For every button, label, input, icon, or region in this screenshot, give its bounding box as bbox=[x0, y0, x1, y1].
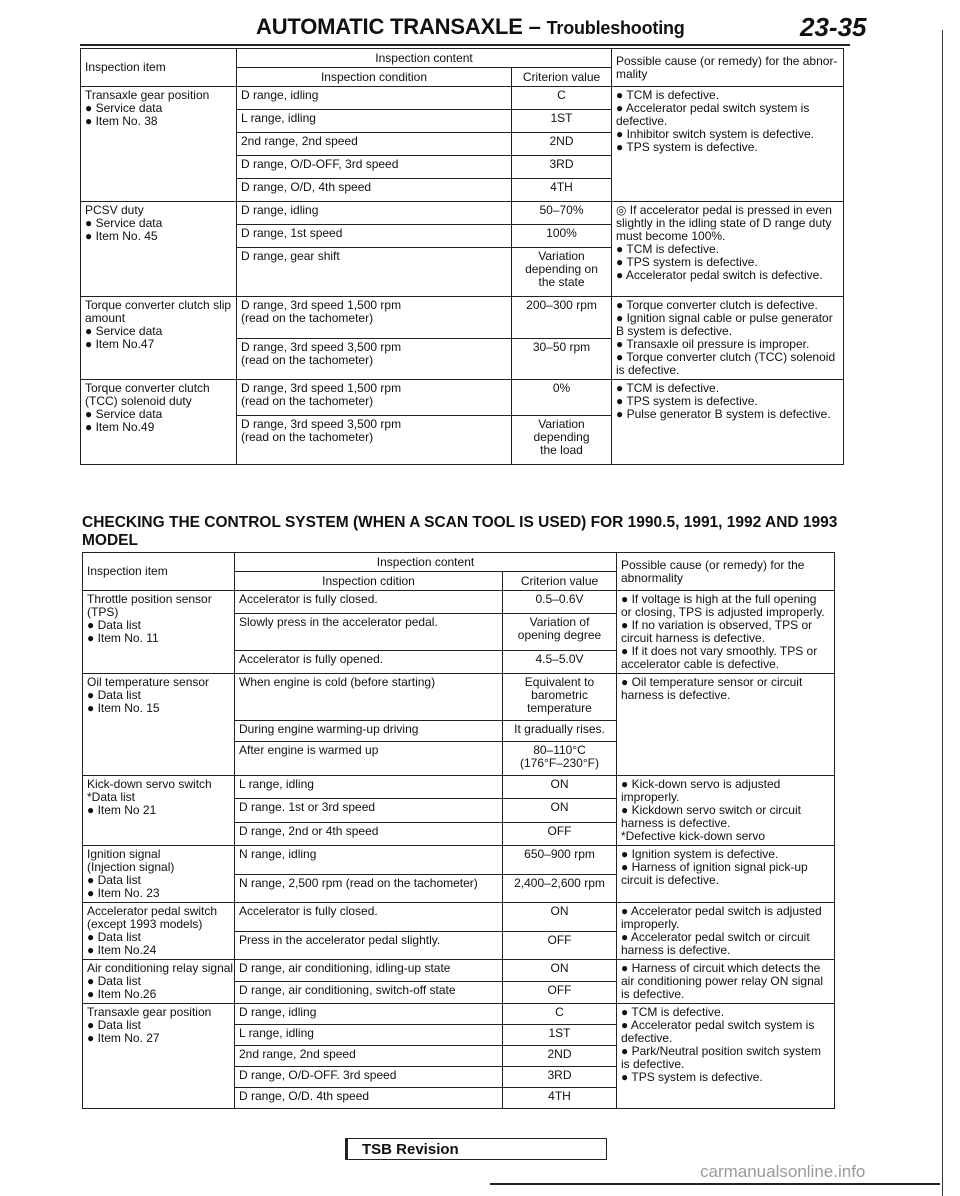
cell-line: ● If it does not vary smoothly. TPS or accelerator cable is defective. bbox=[621, 644, 818, 671]
criterion-value-cell bbox=[503, 674, 617, 721]
inspection-item-cell bbox=[81, 87, 237, 202]
table-row bbox=[83, 846, 835, 875]
cell-line: Variation of bbox=[529, 614, 590, 629]
criterion-value-cell bbox=[503, 982, 617, 1004]
cell-line: 0.5–0.6V bbox=[535, 592, 584, 606]
inspection-condition-cell bbox=[235, 1088, 503, 1109]
criterion-value-cell bbox=[512, 248, 612, 297]
col-possible-cause: Possible cause (or remedy) for the abnor-mality bbox=[612, 49, 844, 87]
cell-line: C bbox=[555, 1005, 564, 1019]
criterion-value-cell bbox=[512, 110, 612, 133]
cell-line: 0% bbox=[552, 381, 571, 395]
cell-line: barometric bbox=[531, 688, 588, 702]
cell-line: D range, 3rd speed 3,500 rpm bbox=[241, 339, 402, 354]
cell-line: ● Data list bbox=[87, 1018, 141, 1032]
cell-line: the state bbox=[538, 275, 585, 289]
cell-line: ● TCM is defective. bbox=[616, 381, 720, 395]
cell-line: amount bbox=[85, 311, 126, 325]
cell-line: Slowly press in the accelerator pedal. bbox=[239, 614, 438, 629]
cell-line: ● Torque converter clutch is defective. bbox=[616, 298, 818, 312]
cell-line: ● Oil temperature sensor or circuit harness is defective. bbox=[621, 675, 803, 702]
possible-cause-cell bbox=[617, 1004, 835, 1109]
cell-line: D range, 2nd or 4th speed bbox=[239, 823, 379, 838]
cell-line: ● Service data bbox=[85, 216, 163, 230]
cell-line: ● Ignition signal cable or pulse generator B system is defective. bbox=[616, 311, 833, 338]
cell-line: Transaxle gear position bbox=[85, 88, 210, 102]
cell-line: ● TCM is defective. bbox=[621, 1005, 725, 1019]
cell-line: ● Service data bbox=[85, 324, 163, 338]
inspection-condition-cell bbox=[237, 202, 512, 225]
criterion-value-cell bbox=[503, 931, 617, 960]
inspection-item-cell bbox=[83, 776, 235, 846]
cell-line: L range, idling bbox=[239, 777, 314, 791]
inspection-condition-cell bbox=[237, 110, 512, 133]
possible-cause-cell bbox=[612, 380, 844, 465]
cell-line: (Injection signal) bbox=[87, 860, 175, 874]
cell-line: ● Item No. 15 bbox=[87, 701, 160, 715]
cell-line: temperature bbox=[527, 701, 592, 715]
cell-line: 3RD bbox=[547, 1068, 572, 1082]
criterion-value-cell bbox=[512, 156, 612, 179]
cell-line: ● Item No. 38 bbox=[85, 114, 158, 128]
table-row bbox=[81, 87, 844, 110]
criterion-value-cell bbox=[503, 960, 617, 982]
cell-line: (except 1993 models) bbox=[87, 917, 203, 931]
cell-line: ● Accelerator pedal switch is defective. bbox=[616, 268, 823, 282]
cell-line: It gradually rises. bbox=[514, 722, 605, 736]
cell-line: (read on the tachometer) bbox=[241, 430, 374, 444]
cell-line: ◎ If accelerator pedal is pressed in even slightly in the idling state of D range duty must become 100%. bbox=[616, 203, 832, 243]
cell-line: Accelerator is fully opened. bbox=[239, 652, 384, 667]
cell-line: ● Accelerator pedal switch system is defective. bbox=[616, 101, 810, 128]
inspection-item-cell bbox=[81, 202, 237, 297]
cell-line: (TPS) bbox=[87, 605, 119, 619]
possible-cause-cell bbox=[617, 846, 835, 903]
table2-body bbox=[83, 591, 835, 1109]
cell-line: 80–110°C bbox=[533, 743, 586, 757]
cell-line: 1ST bbox=[548, 1026, 571, 1040]
cell-line: 650–900 rpm bbox=[524, 847, 595, 861]
cell-line: ● TCM is defective. bbox=[616, 88, 720, 102]
inspection-condition-cell bbox=[235, 1025, 503, 1046]
cell-line: 2ND bbox=[549, 134, 574, 148]
cell-line: ● TPS system is defective. bbox=[616, 394, 758, 408]
cell-line: When engine is cold (before starting) bbox=[239, 675, 436, 689]
inspection-condition-cell bbox=[237, 225, 512, 248]
inspection-condition-cell bbox=[235, 846, 503, 875]
inspection-condition-cell bbox=[237, 248, 512, 297]
cell-line: During engine warming-up driving bbox=[239, 722, 419, 736]
col-inspection-condition: Inspection cdition bbox=[235, 572, 503, 591]
cell-line: *Defective kick-down servo bbox=[621, 829, 766, 843]
cell-line: 200–300 rpm bbox=[526, 298, 597, 312]
cell-line: C bbox=[557, 88, 566, 102]
cell-line: OFF bbox=[547, 823, 572, 838]
cell-line: 50–70% bbox=[539, 203, 584, 217]
criterion-value-cell bbox=[503, 903, 617, 932]
table1-body bbox=[81, 87, 844, 465]
inspection-condition-cell bbox=[237, 179, 512, 202]
cell-line: L range, idling bbox=[239, 1026, 314, 1040]
cell-line: ● Data list bbox=[87, 930, 141, 944]
table-row bbox=[83, 1004, 835, 1025]
col-inspection-item: Inspection item bbox=[83, 553, 235, 591]
cell-line: 30–50 rpm bbox=[532, 339, 591, 354]
cell-line: ● Accelerator pedal switch system is defective. bbox=[621, 1018, 815, 1045]
possible-cause-cell bbox=[617, 591, 835, 674]
cell-line: Torque converter clutch slip bbox=[85, 298, 232, 312]
cell-line: ● Pulse generator B system is defective. bbox=[616, 407, 831, 421]
inspection-condition-cell bbox=[235, 903, 503, 932]
cell-line: D range, O/D, 4th speed bbox=[241, 180, 372, 194]
cell-line: PCSV duty bbox=[85, 203, 144, 217]
criterion-value-cell bbox=[503, 651, 617, 674]
cell-line: After engine is warmed up bbox=[239, 743, 379, 757]
cell-line: Equivalent to bbox=[524, 675, 595, 689]
criterion-value-cell bbox=[503, 742, 617, 776]
cell-line: Throttle position sensor bbox=[87, 592, 212, 606]
table-row bbox=[83, 776, 835, 799]
inspection-condition-cell bbox=[235, 874, 503, 903]
cell-line: 4TH bbox=[548, 1089, 571, 1103]
cell-line: 2,400–2,600 rpm bbox=[514, 875, 605, 890]
cell-line: *Data list bbox=[87, 790, 136, 804]
cell-line: D range, O/D-OFF, 3rd speed bbox=[241, 157, 399, 171]
criterion-value-cell bbox=[503, 591, 617, 614]
cell-line: 2nd range, 2nd speed bbox=[241, 134, 358, 148]
inspection-condition-cell bbox=[235, 1004, 503, 1025]
table-row bbox=[83, 903, 835, 932]
cell-line: (read on the tachometer) bbox=[241, 394, 374, 408]
col-inspection-item: Inspection item bbox=[81, 49, 237, 87]
inspection-item-cell bbox=[83, 674, 235, 776]
cell-line: ● TCM is defective. bbox=[616, 242, 720, 256]
criterion-value-cell bbox=[503, 799, 617, 822]
page-title: AUTOMATIC TRANSAXLE – Troubleshooting bbox=[256, 14, 685, 39]
cell-line: ● Item No 21 bbox=[87, 803, 157, 817]
inspection-condition-cell bbox=[235, 651, 503, 674]
cell-line: ● Data list bbox=[87, 618, 141, 632]
cell-line: Ignition signal bbox=[87, 847, 161, 861]
col-inspection-content: Inspection content bbox=[237, 49, 612, 68]
inspection-condition-cell bbox=[235, 982, 503, 1004]
cell-line: ● Ignition system is defective. bbox=[621, 847, 779, 861]
tsb-revision-box: TSB Revision bbox=[345, 1138, 607, 1160]
cell-line: ● Accelerator pedal switch or circuit harness is defective. bbox=[621, 930, 810, 957]
inspection-condition-cell bbox=[235, 591, 503, 614]
inspection-condition-cell bbox=[235, 799, 503, 822]
inspection-condition-cell bbox=[235, 822, 503, 845]
cell-line: Variation bbox=[538, 417, 585, 431]
possible-cause-cell bbox=[617, 776, 835, 846]
cell-line: Torque converter clutch bbox=[85, 381, 210, 395]
cell-line: ON bbox=[550, 800, 569, 815]
possible-cause-cell bbox=[617, 960, 835, 1004]
criterion-value-cell bbox=[512, 338, 612, 380]
cell-line: D range, 3rd speed 1,500 rpm bbox=[241, 298, 402, 312]
inspection-item-cell bbox=[83, 1004, 235, 1109]
inspection-condition-cell bbox=[235, 1046, 503, 1067]
cell-line: D range, O/D-OFF. 3rd speed bbox=[239, 1068, 397, 1082]
criterion-value-cell bbox=[512, 225, 612, 248]
cell-line: D range, air conditioning, idling-up state bbox=[239, 961, 451, 975]
cell-line: Variation bbox=[538, 249, 585, 263]
inspection-condition-cell bbox=[237, 380, 512, 416]
cell-line: ● Item No.24 bbox=[87, 943, 157, 957]
col-criterion-value: Criterion value bbox=[503, 572, 617, 591]
cell-line: ● Harness of ignition signal pick-up circuit is defective. bbox=[621, 860, 808, 887]
cell-line: ● Item No. 11 bbox=[87, 631, 159, 645]
table-row bbox=[81, 297, 844, 339]
cell-line: ● Item No. 27 bbox=[87, 1031, 160, 1045]
cell-line: (176°F–230°F) bbox=[520, 756, 599, 770]
col-inspection-condition: Inspection condition bbox=[237, 68, 512, 87]
cell-line: D range, 3rd speed 3,500 rpm bbox=[241, 417, 402, 431]
cell-line: 3RD bbox=[549, 157, 574, 171]
cell-line: ● Service data bbox=[85, 101, 163, 115]
cell-line: Oil temperature sensor bbox=[87, 675, 210, 689]
inspection-item-cell bbox=[83, 903, 235, 960]
criterion-value-cell bbox=[503, 1004, 617, 1025]
criterion-value-cell bbox=[503, 1025, 617, 1046]
cell-line: OFF bbox=[547, 932, 572, 947]
cell-line: ● Kickdown servo switch or circuit harness is defective. bbox=[621, 803, 801, 830]
inspection-condition-cell bbox=[235, 742, 503, 776]
inspection-condition-cell bbox=[237, 297, 512, 339]
cell-line: D range, gear shift bbox=[241, 249, 340, 263]
inspection-condition-cell bbox=[237, 338, 512, 380]
cell-line: D range, idling bbox=[239, 1005, 317, 1019]
cell-line: ● Inhibitor switch system is defective. bbox=[616, 127, 814, 141]
criterion-value-cell bbox=[512, 202, 612, 225]
criterion-value-cell bbox=[512, 297, 612, 339]
cell-line: the load bbox=[540, 443, 583, 457]
inspection-condition-cell bbox=[237, 87, 512, 110]
control-system-check-table bbox=[82, 552, 835, 1109]
criterion-value-cell bbox=[503, 822, 617, 845]
cell-line: ● Item No.47 bbox=[85, 337, 155, 351]
cell-line: D range. 1st or 3rd speed bbox=[239, 800, 376, 815]
inspection-condition-cell bbox=[237, 133, 512, 156]
inspection-condition-cell bbox=[235, 613, 503, 650]
criterion-value-cell bbox=[503, 874, 617, 903]
inspection-item-cell bbox=[83, 960, 235, 1004]
cell-line: 1ST bbox=[550, 111, 573, 125]
cell-line: opening degree bbox=[517, 627, 602, 642]
cell-line: D range, idling bbox=[241, 88, 319, 102]
cell-line: Transaxle gear position bbox=[87, 1005, 212, 1019]
cell-line: ● TPS system is defective. bbox=[621, 1070, 763, 1084]
cell-line: ● Item No.26 bbox=[87, 987, 157, 1001]
col-criterion-value: Criterion value bbox=[512, 68, 612, 87]
cell-line: 4.5–5.0V bbox=[535, 652, 584, 667]
table-row bbox=[83, 960, 835, 982]
cell-line: (read on the tachometer) bbox=[241, 352, 374, 367]
cell-line: Press in the accelerator pedal slightly. bbox=[239, 932, 441, 947]
criterion-value-cell bbox=[503, 846, 617, 875]
footer-rule bbox=[490, 1183, 940, 1185]
cell-line: depending on bbox=[525, 262, 598, 276]
page-number: 23-35 bbox=[800, 12, 867, 42]
inspection-condition-cell bbox=[237, 156, 512, 179]
cell-line: OFF bbox=[547, 983, 572, 997]
cell-line: D range, 1st speed bbox=[241, 226, 343, 240]
cell-line: 2ND bbox=[547, 1047, 572, 1061]
table-row bbox=[81, 202, 844, 225]
criterion-value-cell bbox=[503, 1088, 617, 1109]
inspection-item-cell bbox=[81, 380, 237, 465]
cell-line: ON bbox=[550, 961, 569, 975]
inspection-condition-cell bbox=[235, 721, 503, 742]
transaxle-troubleshooting-table bbox=[80, 48, 844, 465]
inspection-condition-cell bbox=[235, 776, 503, 799]
cell-line: ● Item No. 23 bbox=[87, 886, 160, 900]
inspection-condition-cell bbox=[235, 960, 503, 982]
cell-line: ● Item No. 45 bbox=[85, 229, 158, 243]
criterion-value-cell bbox=[512, 87, 612, 110]
criterion-value-cell bbox=[512, 133, 612, 156]
cell-line: ● Park/Neutral position switch system is defective. bbox=[621, 1044, 821, 1071]
cell-line: ● Data list bbox=[87, 974, 141, 988]
criterion-value-cell bbox=[503, 613, 617, 650]
cell-line: ● Service data bbox=[85, 407, 163, 421]
col-inspection-content: Inspection content bbox=[235, 553, 617, 572]
cell-line: N range, idling bbox=[239, 847, 317, 861]
cell-line: ● Transaxle oil pressure is improper. bbox=[616, 337, 810, 351]
right-margin-rule bbox=[942, 30, 943, 1196]
cell-line: Air conditioning relay signal bbox=[87, 961, 234, 975]
inspection-condition-cell bbox=[235, 1067, 503, 1088]
possible-cause-cell bbox=[612, 202, 844, 297]
cell-line: (TCC) solenoid duty bbox=[85, 394, 192, 408]
inspection-item-cell bbox=[83, 591, 235, 674]
cell-line: N range, 2,500 rpm (read on the tachometer) bbox=[239, 875, 478, 890]
possible-cause-cell bbox=[617, 674, 835, 776]
cell-line: ● Kick-down servo is adjusted improperly. bbox=[621, 777, 781, 804]
criterion-value-cell bbox=[512, 380, 612, 416]
section-title: CHECKING THE CONTROL SYSTEM (WHEN A SCAN TOOL IS USED) FOR 1990.5, 1991, 1992 AND 1993 MODEL bbox=[82, 514, 838, 549]
inspection-item-cell bbox=[83, 846, 235, 903]
criterion-value-cell bbox=[512, 179, 612, 202]
cell-line: D range, O/D. 4th speed bbox=[239, 1089, 370, 1103]
cell-line: 100% bbox=[546, 226, 577, 240]
cell-line: ON bbox=[550, 904, 569, 918]
inspection-condition-cell bbox=[235, 931, 503, 960]
inspection-condition-cell bbox=[235, 674, 503, 721]
cell-line: D range, idling bbox=[241, 203, 319, 217]
possible-cause-cell bbox=[612, 297, 844, 380]
cell-line: D range, 3rd speed 1,500 rpm bbox=[241, 381, 402, 395]
cell-line: (read on the tachometer) bbox=[241, 311, 374, 325]
col-possible-cause: Possible cause (or remedy) for the abnormality bbox=[617, 553, 835, 591]
cell-line: L range, idling bbox=[241, 111, 316, 125]
cell-line: ● Item No.49 bbox=[85, 420, 155, 434]
possible-cause-cell bbox=[612, 87, 844, 202]
watermark: carmanualsonline.info bbox=[700, 1162, 866, 1181]
possible-cause-cell bbox=[617, 903, 835, 960]
cell-line: 4TH bbox=[550, 180, 573, 194]
table-row bbox=[83, 591, 835, 614]
cell-line: ON bbox=[550, 777, 569, 791]
cell-line: ● Torque converter clutch (TCC) solenoid is defective. bbox=[616, 350, 836, 377]
cell-line: ● TPS system is defective. bbox=[616, 140, 758, 154]
cell-line: D range, air conditioning, switch-off state bbox=[239, 983, 456, 997]
cell-line: ● Harness of circuit which detects the air conditioning power relay ON signal is defective. bbox=[621, 961, 824, 1001]
criterion-value-cell bbox=[512, 416, 612, 465]
cell-line: ● If voltage is high at the full opening or closing, TPS is adjusted improperly. bbox=[621, 592, 825, 619]
criterion-value-cell bbox=[503, 1067, 617, 1088]
table-row bbox=[83, 674, 835, 721]
cell-line: ● Data list bbox=[87, 873, 141, 887]
cell-line: Accelerator is fully closed. bbox=[239, 592, 378, 606]
criterion-value-cell bbox=[503, 1046, 617, 1067]
cell-line: ● If no variation is observed, TPS or circuit harness is defective. bbox=[621, 618, 813, 645]
cell-line: Accelerator is fully closed. bbox=[239, 904, 378, 918]
cell-line: Accelerator pedal switch bbox=[87, 904, 218, 918]
cell-line: Kick-down servo switch bbox=[87, 777, 212, 791]
criterion-value-cell bbox=[503, 721, 617, 742]
criterion-value-cell bbox=[503, 776, 617, 799]
cell-line: depending bbox=[533, 430, 590, 444]
cell-line: ● Data list bbox=[87, 688, 141, 702]
cell-line: ● Accelerator pedal switch is adjusted improperly. bbox=[621, 904, 822, 931]
inspection-condition-cell bbox=[237, 416, 512, 465]
inspection-item-cell bbox=[81, 297, 237, 380]
header-rule bbox=[80, 44, 850, 46]
table-row bbox=[81, 380, 844, 416]
cell-line: 2nd range, 2nd speed bbox=[239, 1047, 356, 1061]
cell-line: ● TPS system is defective. bbox=[616, 255, 758, 269]
